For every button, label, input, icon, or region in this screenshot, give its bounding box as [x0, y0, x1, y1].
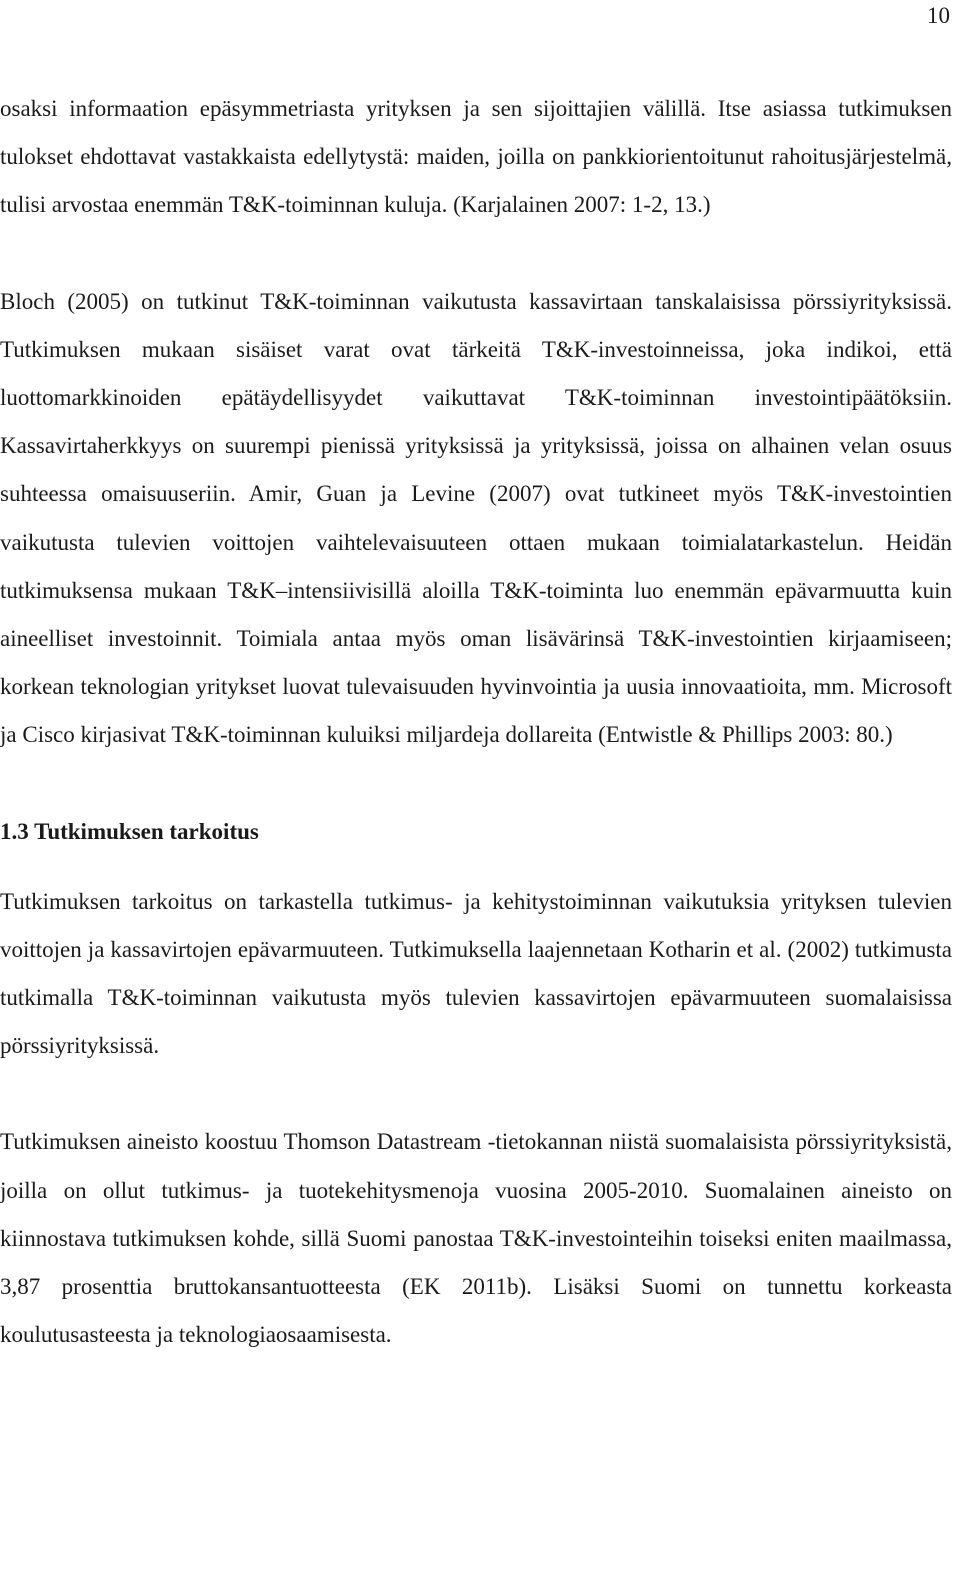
document-body	[0, 85, 952, 1359]
page-number: 10	[927, 3, 950, 28]
paragraph-karjalainen: osaksi informaation epäsymmetriasta yrityksen ja sen sijoittajien välillä. Itse asiassa tutkimuksen tulokset ehdottavat vastakkaista edellytystä: maiden, joilla on pankkiorientoitunut rahoitusjärjestelmä, tulisi arvostaa enemmän T&K-toiminnan kuluja. (Karjalainen 2007: 1-2, 13.)	[0, 96, 952, 218]
paragraph-data: Tutkimuksen aineisto koostuu Thomson Datastream -tietokannan niistä suomalaisista pörssiyrityksistä, joilla on ollut tutkimus- ja tuotekehitysmenoja vuosina 2005-2010. Suomalainen aineisto on kiinnostava tutkimuksen kohde, sillä Suomi panostaa T&K-investointeihin toiseksi eniten maailmassa, 3,87 prosenttia bruttokansantuotteesta (EK 2011b). Lisäksi Suomi on tunnettu korkeasta koulutusasteesta ja teknologiaosaamisesta.	[0, 1129, 952, 1348]
paragraph-bloch: Bloch (2005) on tutkinut T&K-toiminnan vaikutusta kassavirtaan tanskalaisissa pörssiyrityksissä. Tutkimuksen mukaan sisäiset varat ovat tärkeitä T&K-investoinneissa, joka indikoi, että luottomarkkinoiden epätäydellisyydet vaikuttavat T&K-toiminnan investointipäätöksiin. Kassavirtaherkkyys on suurempi pienissä yrityksissä ja yrityksissä, joissa on alhainen velan osuus suhteessa omaisuuseriin. Amir, Guan ja Levine (2007) ovat tutkineet myös T&K-investointien vaikutusta tulevien voittojen vaihtelevaisuuteen ottaen mukaan toimialatarkastelun. Heidän tutkimuksensa mukaan T&K–intensiivisillä aloilla T&K-toiminta luo enemmän epävarmuutta kuin aineelliset investoinnit. Toimiala antaa myös oman lisävärinsä T&K-investointien kirjaamiseen; korkean teknologian yritykset luovat tulevaisuuden hyvinvointia ja uusia innovaatioita, mm. Microsoft ja Cisco kirjasivat T&K-toiminnan kuluiksi miljardeja dollareita (Entwistle & Phillips 2003: 80.)	[0, 288, 952, 748]
section-heading: 1.3 Tutkimuksen tarkoitus	[0, 818, 259, 844]
paragraph-purpose: Tutkimuksen tarkoitus on tarkastella tutkimus- ja kehitystoiminnan vaikutuksia yrityksen tulevien voittojen ja kassavirtojen epävarmuuteen. Tutkimuksella laajennetaan Kotharin et al. (2002) tutkimusta tutkimalla T&K-toiminnan vaikutusta myös tulevien kassavirtojen epävarmuuteen suomalaisissa pörssiyrityksissä.	[0, 888, 952, 1059]
